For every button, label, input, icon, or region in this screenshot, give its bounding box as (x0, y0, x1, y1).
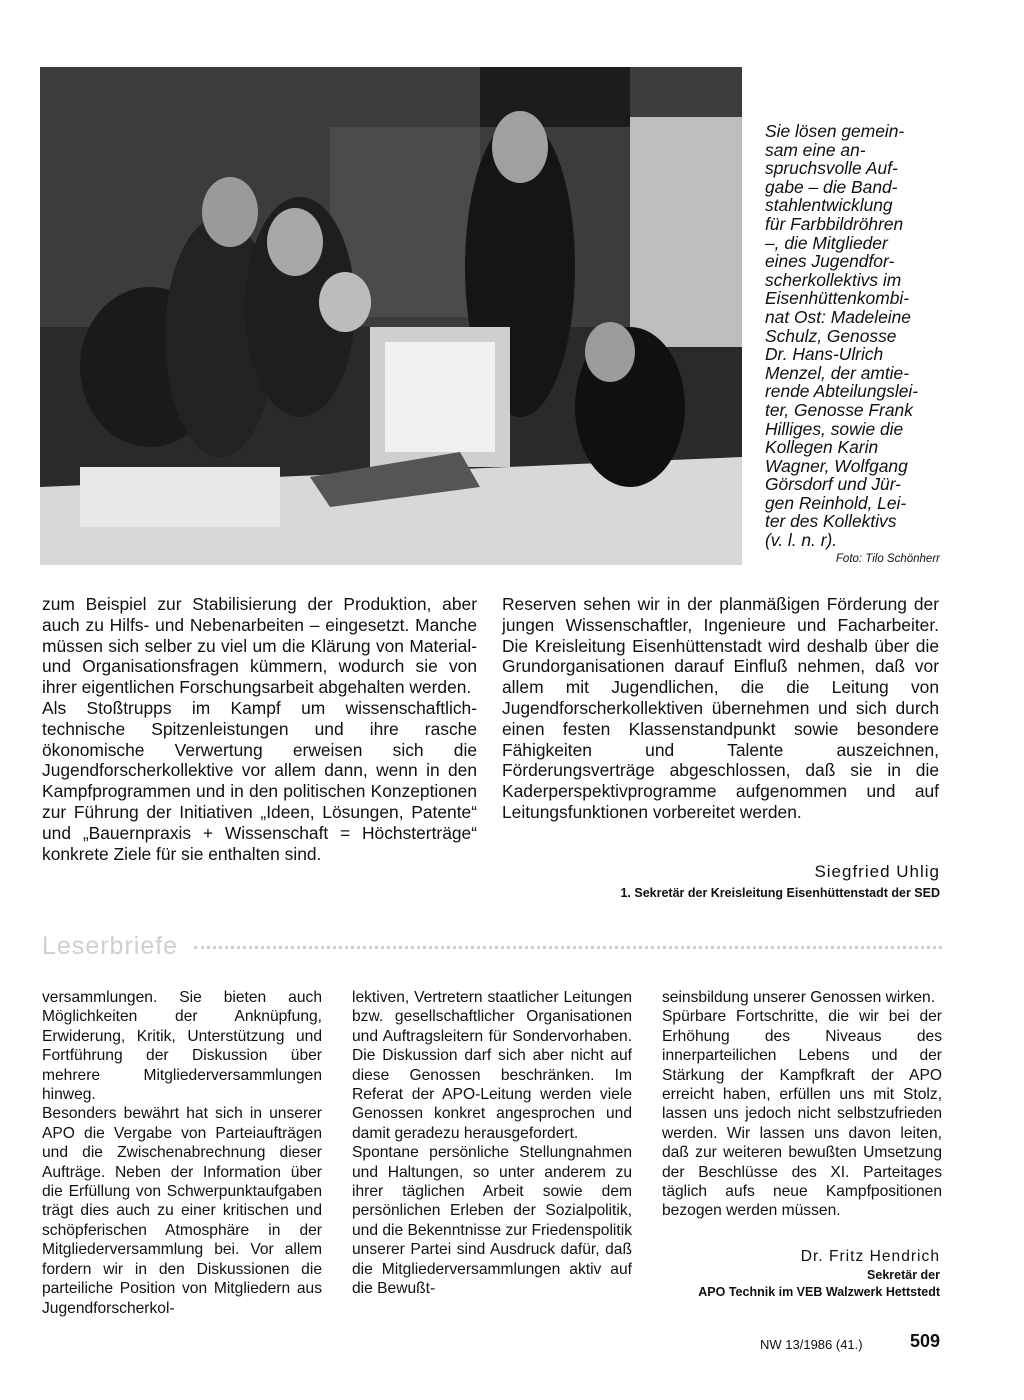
letters-author-organization: APO Technik im VEB Walzwerk Hettstedt (698, 1285, 940, 1299)
photo-credit: Foto: Tilo Schönherr (835, 553, 940, 565)
photo-illustration (40, 67, 742, 565)
article-paragraph: Als Stoßtrupps im Kampf um wissenschaftlich-technische Spitzenleistungen und ihre rasche ökonomische Verwertung erweisen sich die Jugendforscherkollektive vor allem dann, wenn in den Kampfprogrammen und in den politischen Konzeptionen zur Führung der Initiativen „Ideen, Lösungen, Patente“ und „Bauernpraxis + Wissenschaft = Höchsterträge“ konkrete Ziele für sie enthalten sind. (42, 697, 477, 864)
letters-column-1 (42, 988, 322, 1318)
issue-label: NW 13/1986 (41.) (760, 1337, 863, 1352)
heading-rule (194, 946, 942, 949)
letters-paragraph: seinsbildung unserer Genossen wirken. (662, 989, 936, 1006)
section-heading: Leserbriefe (42, 932, 179, 960)
letters-paragraph: Spürbare Fortschritte, die wir bei der Erhöhung des Niveaus des innerparteilichen Lebens und der Stärkung der Kampfkraft der APO erreicht haben, erfüllen uns mit Stolz, lassen uns jedoch nicht selbstzufrieden werden. Wir lassen uns davon leiten, daß zur weiteren bewußten Umsetzung der Beschlüsse des XI. Parteitages täglich aufs neue Kampfpositionen bezogen werden müssen. (662, 1008, 942, 1220)
letters-author-role: Sekretär der (867, 1268, 940, 1282)
letters-column-3 (662, 988, 942, 1221)
photo-caption: Sie lösen gemein- sam eine an- spruchsvolle Auf- gabe – die Band- stahlentwicklung für Farbbildröhren –, die Mitglieder eines Jugendfor- scherkollektivs im Eisenhüttenkombi- nat Ost: Madeleine Schulz, Genosse Dr. Hans-Ulrich Menzel, der amtie- rende Abteilungslei- ter, Genosse Frank Hilliges, sowie die Kollegen Karin Wagner, Wolfgang Görsdorf und Jür- gen Reinhold, Lei- ter des Kollektivs (v. l. n. r). (765, 121, 919, 551)
letters-paragraph: versammlungen. Sie bieten auch Möglichkeiten der Anknüpfung, Erwiderung, Kritik, Unterstützung und Fortführung der Diskussion über mehrere Mitgliederversammlungen hinweg. (42, 989, 322, 1104)
page-number: 509 (910, 1331, 941, 1351)
group-photo (40, 67, 742, 565)
letters-author: Dr. Fritz Hendrich (800, 1248, 940, 1265)
letters-paragraph: Besonders bewährt hat sich in unserer APO die Vergabe von Parteiaufträgen und die Zwischenabrechnung dieser Aufträge. Neben der Information über die Erfüllung von Schwerpunktaufgaben trägt dies auch zu einer kritischen und schöpferischen Atmosphäre in der Mitgliederversammlung bei. Vor allem fordern wir in den Diskussionen die parteiliche Position von Mitgliedern aus Jugendforscherkol- (42, 1105, 322, 1317)
article-author-role: 1. Sekretär der Kreisleitung Eisenhüttenstadt der SED (620, 886, 940, 900)
letters-paragraph: Spontane persönliche Stellungnahmen und Haltungen, so unter anderem zu ihrer täglichen Arbeit sowie dem persönlichen Erleben der Sozialpolitik, und die Bekenntnisse zur Friedenspolitik unserer Partei sind Ausdruck dafür, daß die Mitgliederversammlungen aktiv auf die Bewußt- (352, 1144, 632, 1298)
article-column-2 (502, 594, 939, 823)
letters-column-2 (352, 988, 632, 1299)
letters-paragraph: lektiven, Vertretern staatlicher Leitungen bzw. gesellschaftlicher Organisationen und Auftragsleitern für Sondervorhaben. Die Diskussion darf sich aber nicht auf diese Genossen beschränken. Im Referat der APO-Leitung werden viele Genossen konkret angesprochen und damit geradezu herausgefordert. (352, 989, 632, 1142)
article-column-1 (42, 594, 477, 864)
section-heading-row (42, 932, 942, 962)
article-author: Siegfried Uhlig (814, 862, 940, 881)
article-paragraph: Reserven sehen wir in der planmäßigen Förderung der jungen Wissenschaftler, Ingenieure und Facharbeiter. Die Kreisleitung Eisenhüttenstadt wird deshalb über die Grundorganisationen darauf Einfluß nehmen, daß vor allem mit Jugendlichen, die die Leitung von Jugendforscherkollektiven übernehmen und sich durch einen festen Klassenstandpunkt sowie besondere Fähigkeiten und Talente auszeichnen, Förderungsverträge abgeschlossen, daß sie in die Kaderperspektivprogramme aufgenommen und auf Leitungsfunktionen vorbereitet werden. (502, 594, 939, 822)
article-paragraph: zum Beispiel zur Stabilisierung der Produktion, aber auch zu Hilfs- und Nebenarbeiten – eingesetzt. Manche müssen sich selber zu viel um die Klärung von Material- und Organisationsfragen kümmern, wodurch sie von ihrer eigentlichen Forschungsarbeit abgehalten werden. (42, 594, 477, 698)
